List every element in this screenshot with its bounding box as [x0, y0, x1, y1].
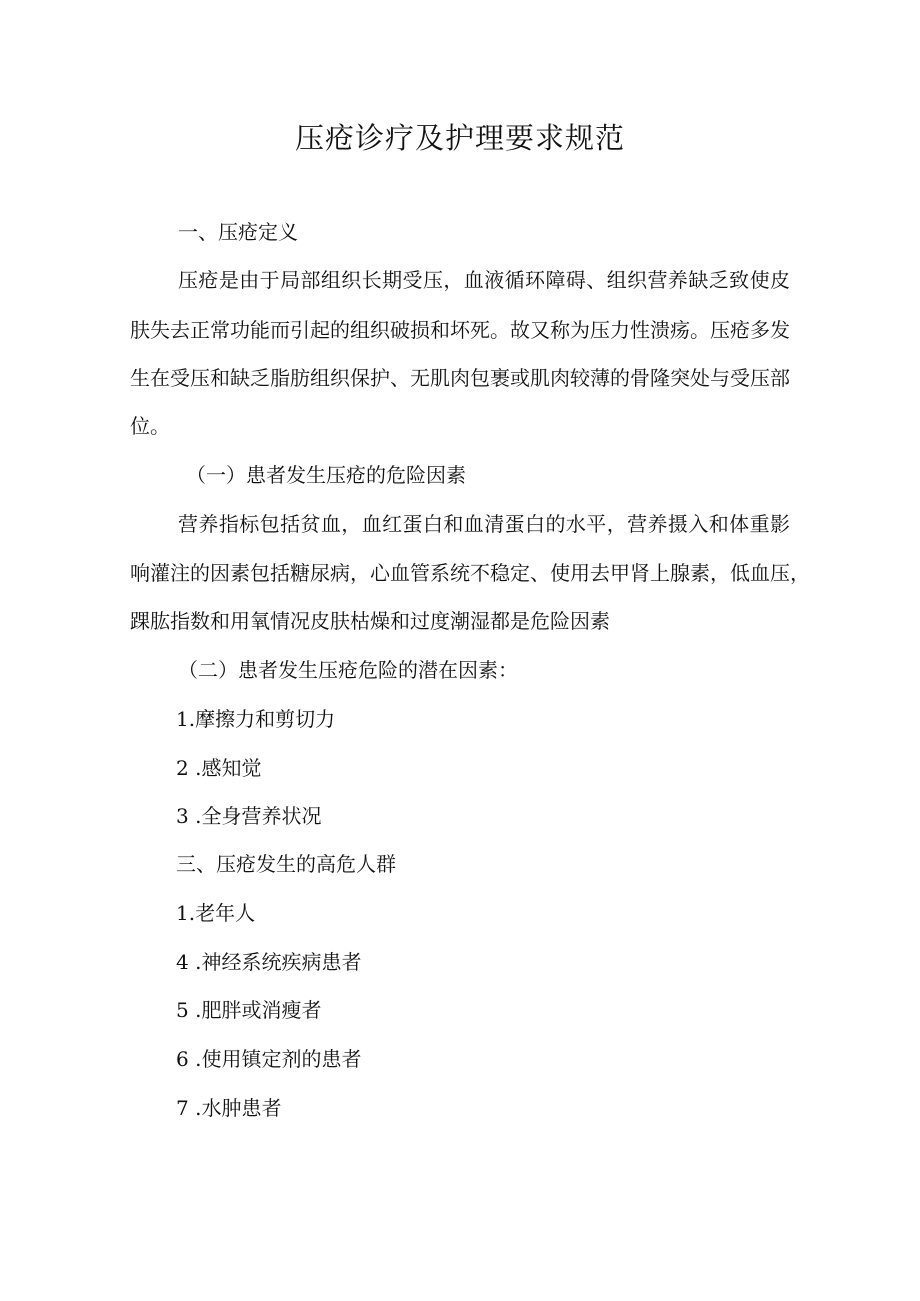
section-heading-high-risk-groups: 三、压疮发生的高危人群	[176, 852, 396, 876]
risk-paragraph-line: 响灌注的因素包括糖尿病，心血管系统不稳定、使用去甲肾上腺素，低血压，	[130, 561, 810, 585]
list-item: 2 .感知觉	[176, 756, 262, 780]
definition-paragraph-line: 位。	[130, 414, 170, 438]
list-item: 4 .神经系统疾病患者	[176, 950, 362, 974]
list-item: 1.摩擦力和剪切力	[176, 707, 336, 731]
list-item: 3 .全身营养状况	[176, 804, 322, 828]
list-item: 7 .水肿患者	[176, 1096, 282, 1120]
risk-paragraph-line: 营养指标包括贫血，血红蛋白和血清蛋白的水平，营养摄入和体重影	[178, 512, 790, 536]
risk-paragraph-line: 踝肱指数和用氧情况皮肤枯燥和过度潮湿都是危险因素	[130, 609, 610, 633]
list-item: 5 .肥胖或消瘦者	[176, 998, 322, 1022]
document-title: 压疮诊疗及护理要求规范	[294, 121, 625, 155]
list-item: 6 .使用镇定剂的患者	[176, 1047, 362, 1071]
definition-paragraph-line: 生在受压和缺乏脂肪组织保护、无肌肉包裹或肌肉较薄的骨隆突处与受压部	[130, 366, 790, 390]
list-item: 1.老年人	[176, 901, 256, 925]
definition-paragraph-line: 肤失去正常功能而引起的组织破损和坏死。故又称为压力性溃疡。压疮多发	[130, 318, 790, 342]
definition-paragraph-line: 压疮是由于局部组织长期受压，血液循环障碍、组织营养缺乏致使皮	[178, 268, 790, 292]
section-heading-definition: 一、压疮定义	[178, 220, 298, 244]
subsection-heading-risk-factors: （一）患者发生压疮的危险因素	[186, 463, 466, 487]
subsection-heading-potential-factors: （二）患者发生压疮危险的潜在因素：	[178, 658, 518, 682]
